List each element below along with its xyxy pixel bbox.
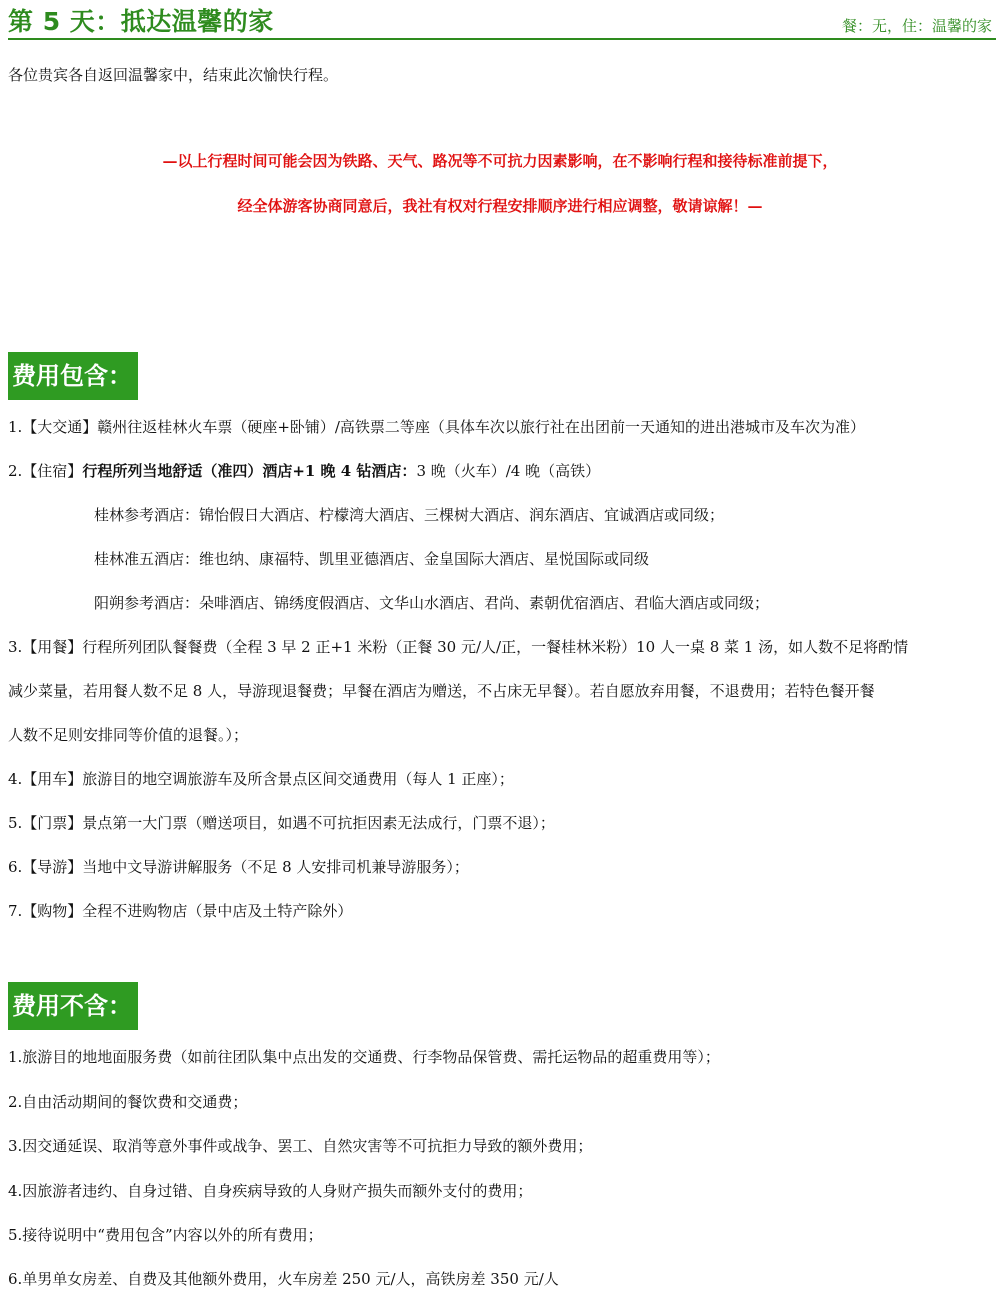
notice-line-2: 经全体游客协商同意后，我社有权对行程安排顺序进行相应调整，敬请谅解！—	[237, 197, 763, 215]
excluded-item: 6.单男单女房差、自费及其他额外费用，火车房差 250 元/人，高铁房差 350 元/人	[8, 1270, 559, 1288]
day-meals-accommodation: 餐：无，住：温馨的家	[841, 17, 992, 35]
excluded-item: 3.因交通延误、取消等意外事件或战争、罢工、自然灾害等不可抗拒力导致的额外费用；	[8, 1137, 593, 1155]
hotel-guilin-quasi-five: 桂林准五酒店：维也纳、康福特、凯里亚德酒店、金皇国际大酒店、星悦国际或同级	[94, 550, 650, 568]
day-description: 各位贵宾各自返回温馨家中，结束此次愉快行程。	[8, 66, 339, 84]
notice-line-1: —以上行程时间可能会因为铁路、天气、路况等不可抗力因素影响，在不影响行程和接待标准前提下，	[162, 152, 838, 170]
included-item-lodging	[8, 460, 996, 482]
included-item-meals-line-3: 人数不足则安排同等价值的退餐。）；	[8, 726, 249, 744]
lodging-nights: 3 晚（火车）/4 晚（高铁）	[416, 462, 601, 480]
included-item-shopping: 7.【购物】全程不进购物店（景中店及土特产除外）	[8, 902, 353, 920]
excluded-item: 2.自由活动期间的餐饮费和交通费；	[8, 1093, 248, 1111]
lodging-standard: 行程所列当地舒适（准四）酒店+1 晚 4 钻酒店：	[82, 462, 417, 480]
included-item-tickets: 5.【门票】景点第一大门票（赠送项目，如遇不可抗拒因素无法成行，门票不退）；	[8, 814, 555, 832]
hotel-yangshuo-reference: 阳朔参考酒店：朵啡酒店、锦绣度假酒店、文华山水酒店、君尚、素朝优宿酒店、君临大酒店或同级；	[94, 594, 770, 612]
included-item-meals-line-1: 3.【用餐】行程所列团队餐餐费（全程 3 早 2 正+1 米粉（正餐 30 元/人/正，一餐桂林米粉）10 人一桌 8 菜 1 汤，如人数不足将酌情	[8, 638, 909, 656]
included-item-guide: 6.【导游】当地中文导游讲解服务（不足 8 人安排司机兼导游服务）；	[8, 858, 469, 876]
included-item-meals-line-2: 减少菜量，若用餐人数不足 8 人，导游现退餐费；早餐在酒店为赠送，不占床无早餐）。若自愿放弃用餐，不退费用；若特色餐开餐	[8, 682, 875, 700]
included-heading: 费用包含：	[8, 352, 138, 400]
hotel-guilin-reference: 桂林参考酒店：锦怡假日大酒店、柠檬湾大酒店、三棵树大酒店、润东酒店、宜诚酒店或同级；	[94, 506, 725, 524]
excluded-item: 1.旅游目的地地面服务费（如前往团队集中点出发的交通费、行李物品保管费、需托运物品的超重费用等）；	[8, 1048, 720, 1066]
lodging-label: 2.【住宿】	[8, 462, 83, 480]
day-title: 第 5 天：抵达温馨的家	[8, 7, 274, 36]
included-item-vehicle: 4.【用车】旅游目的地空调旅游车及所含景点区间交通费用（每人 1 正座）；	[8, 770, 514, 788]
day-header	[8, 6, 996, 40]
excluded-item: 4.因旅游者违约、自身过错、自身疾病导致的人身财产损失而额外支付的费用；	[8, 1182, 533, 1200]
included-item-transport: 1.【大交通】赣州往返桂林火车票（硬座+卧铺）/高铁票二等座（具体车次以旅行社在出团前一天通知的进出港城市及车次为准）	[8, 418, 865, 436]
excluded-item: 5.接待说明中“费用包含”内容以外的所有费用；	[8, 1226, 323, 1244]
excluded-heading: 费用不含：	[8, 982, 138, 1030]
